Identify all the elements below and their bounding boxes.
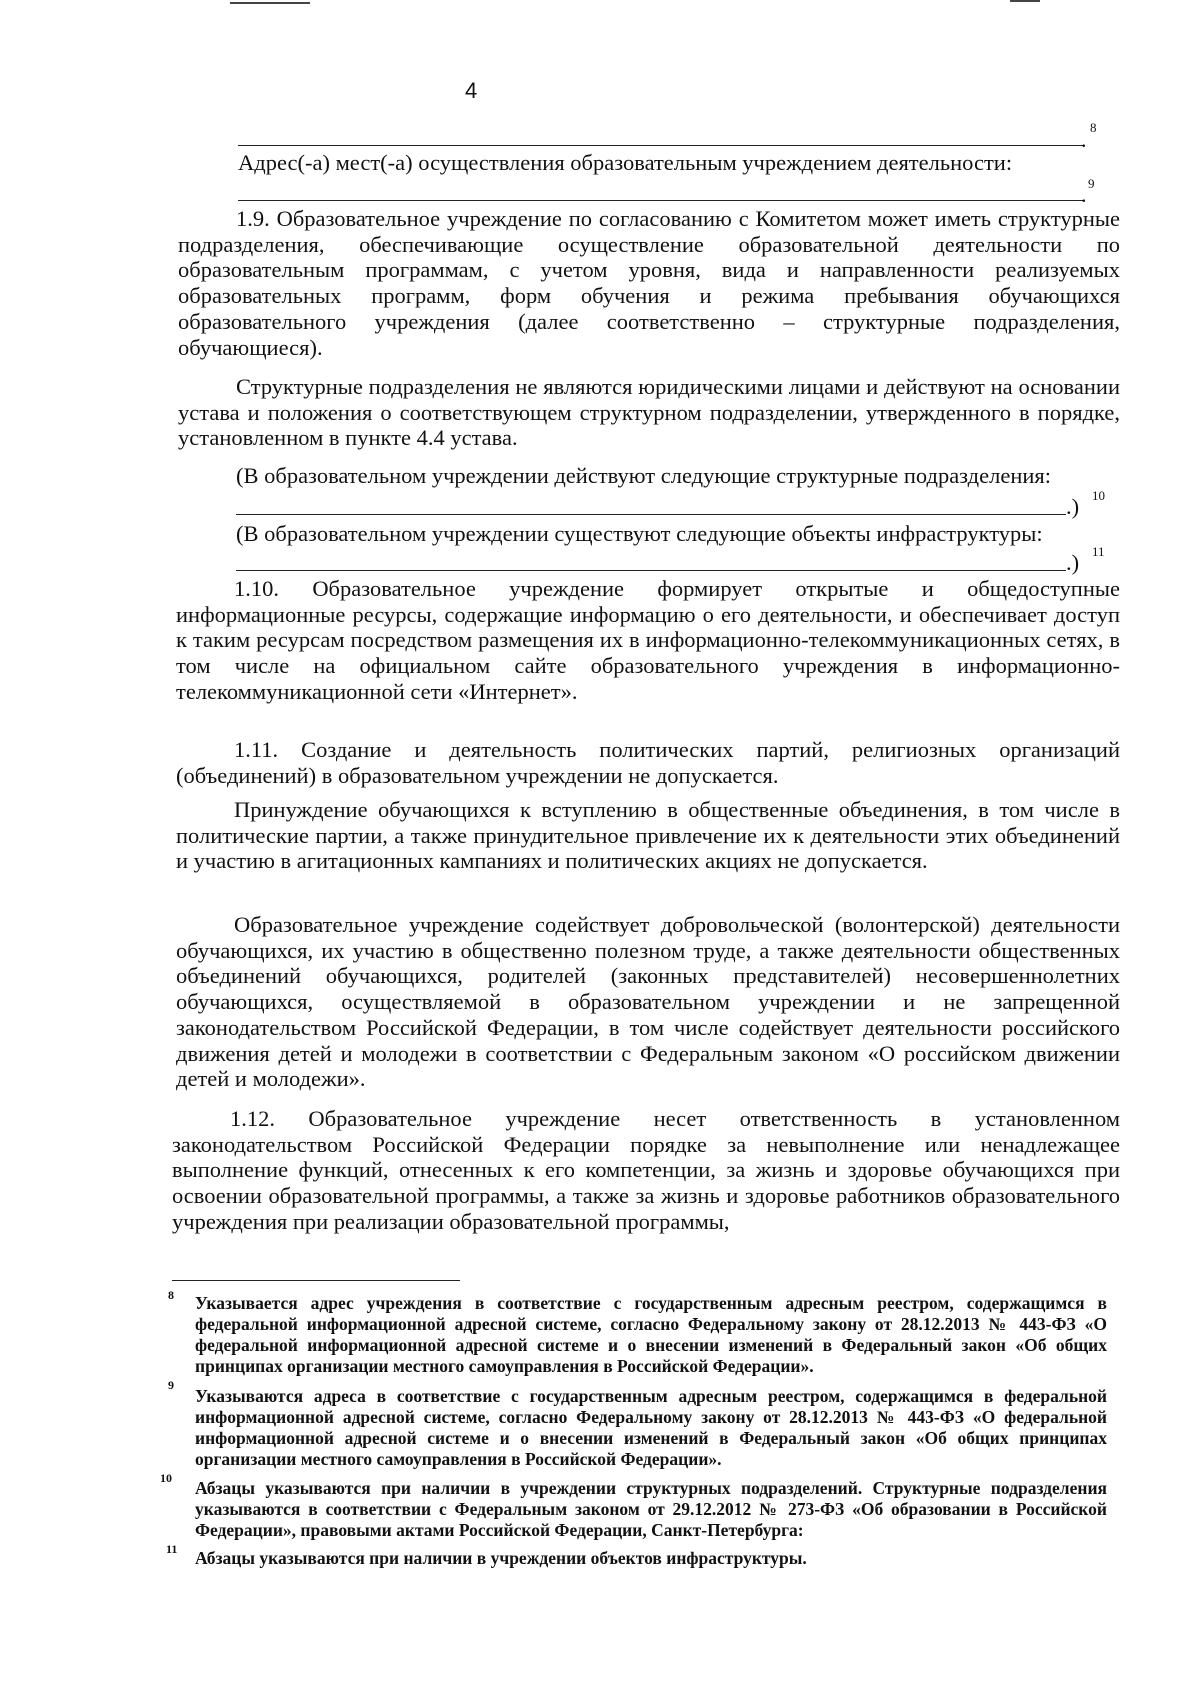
structural-units-blank-line [236, 514, 1066, 515]
footnote-ref-10: 10 [1092, 488, 1105, 503]
paragraph-1-12: 1.12. Образовательное учреждение несет ответственность в установленном законодательством Российской Федерации порядке за невыполнение или ненадлежащее выполнение функций, отнесенных к его компетенции, за жизнь и здоровье обучающихся при освоении образовательной программы, а также за жизнь и здоровье работников образовательного учреждения при реализации образовательной программы, [172, 1106, 1120, 1234]
address-blank-line-8 [238, 145, 1083, 146]
footnote-8: Указывается адрес учреждения в соответствие с государственным адресным реестром, содержащимся в федеральной информационной адресной системе, согласно Федеральному закону от 28.12.2013 № 443-ФЗ «О федеральной информационной адресной системе и о внесении изменений в Федеральный закон «Об общих принципах организации местного самоуправления в Российской Федерации». [195, 1293, 1107, 1376]
footnote-9: Указываются адреса в соответствие с государственным адресным реестром, содержащимся в федеральной информационной адресной системе, согласно Федеральному закону от 28.12.2013 № 443-ФЗ «О федеральной информационной адресной системе и о внесении изменений в Федеральный закон «Об общих принципах организации местного самоуправления в Российской Федерации». [195, 1386, 1107, 1469]
footnote-separator [172, 1280, 460, 1281]
infrastructure-close: .) [1066, 550, 1080, 575]
page-number: 4 [465, 78, 478, 103]
structural-units-close: .) [1066, 494, 1080, 519]
footnote-number: 9 [168, 1378, 174, 1392]
paragraph-infrastructure-list: (В образовательном учреждении существуют следующие объекты инфраструктуры: [236, 521, 1043, 546]
paragraph-1-11-volunteering: Образовательное учреждение содействует добровольческой (волонтерской) деятельности обучающихся, их участию в общественно полезном труде, а также деятельности общественных объединений обучающихся, родителей (законных представителей) несовершеннолетних обучающихся, осуществляемой в образовательном учреждении и не запрещенной законодательством Российской Федерации, в том числе содействует деятельности российского движения детей и молодежи в соответствии с Федеральным законом «О российском движении детей и молодежи». [176, 912, 1120, 1092]
footnote-ref-9: 9 [1088, 176, 1095, 191]
footnote-11: Абзацы указываются при наличии в учреждении объектов инфраструктуры. [195, 1548, 807, 1568]
scan-edge-artifact [0, 0, 1200, 6]
footnote-ref-11: 11 [1092, 544, 1105, 559]
address-dot-9: . [1081, 182, 1087, 207]
paragraph-1-10: 1.10. Образовательное учреждение формирует открытые и общедоступные информационные ресурсы, содержащие информацию о его деятельности, и обеспечивает доступ к таким ресурсам посредством размещения их в информационно-телекоммуникационных сетях, в том числе на официальном сайте образовательного учреждения в информационно-телекоммуникационной сети «Интернет». [176, 576, 1120, 704]
paragraph-structural-units-list: (В образовательном учреждении действуют следующие структурные подразделения: [236, 463, 1051, 488]
paragraph-1-11-coercion: Принуждение обучающихся к вступлению в общественные объединения, в том числе в политические партии, а также принудительное привлечение их к деятельности этих объединений и участию в агитационных кампаниях и политических акциях не допускается. [176, 797, 1120, 874]
footnote-number: 11 [166, 1542, 178, 1556]
footnote-number: 10 [160, 1471, 172, 1485]
paragraph-1-11: 1.11. Создание и деятельность политических партий, религиозных организаций (объединений) в образовательном учреждении не допускается. [176, 737, 1120, 788]
paragraph-1-9: 1.9. Образовательное учреждение по согласованию с Комитетом может иметь структурные подразделения, обеспечивающие осуществление образовательной деятельности по образовательным программам, с учетом уровня, вида и направленности реализуемых образовательных программ, форм обучения и режима пребывания обучающихся образовательного учреждения (далее соответственно – структурные подразделения, обучающиеся). [178, 206, 1120, 360]
paragraph-1-9-structural-units: Структурные подразделения не являются юридическими лицами и действуют на основании устава и положения о соответствующем структурном подразделении, утвержденного в порядке, установленном в пункте 4.4 устава. [178, 374, 1120, 451]
footnote-ref-8: 8 [1090, 120, 1097, 135]
infrastructure-blank-line [236, 570, 1066, 571]
address-label: Адрес(-а) мест(-а) осуществления образовательным учреждением деятельности: [238, 150, 1013, 175]
address-dot-8: . [1081, 127, 1087, 152]
footnote-number: 8 [168, 1288, 174, 1302]
footnote-10: Абзацы указываются при наличии в учреждении структурных подразделений. Структурные подразделения указываются в соответствии с Федеральным законом от 29.12.2012 № 273-ФЗ «Об образовании в Российской Федерации», правовыми актами Российской Федерации, Санкт-Петербурга: [195, 1478, 1107, 1540]
address-blank-line-9 [238, 200, 1083, 201]
